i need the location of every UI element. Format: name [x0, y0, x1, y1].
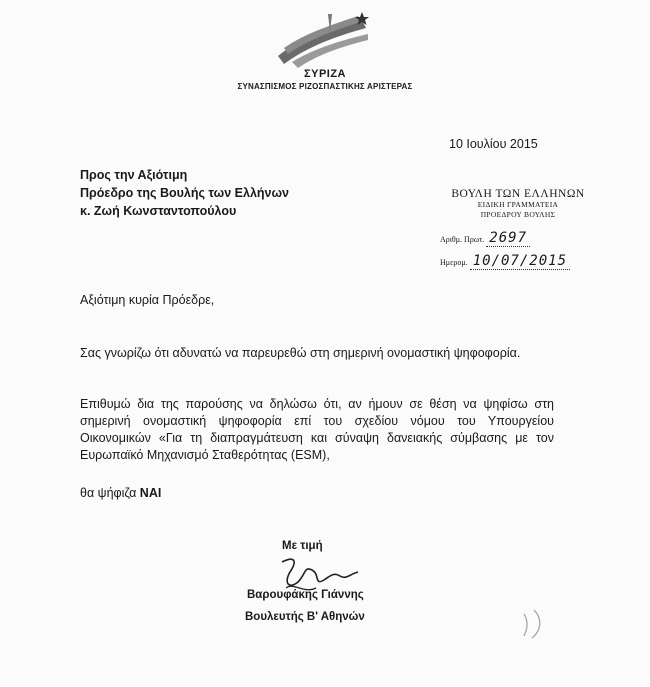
stamp-title: ΒΟΥΛΗ ΤΩΝ ΕΛΛΗΝΩΝ [451, 188, 585, 200]
protocol-number: 2697 [486, 230, 530, 247]
syriza-flag-logo-icon [270, 8, 380, 70]
margin-mark-icon [518, 606, 558, 642]
signatory-title: Βουλευτής Β' Αθηνών [245, 611, 365, 623]
protocol-label: Αριθμ. Πρωτ. [440, 235, 485, 244]
parliament-stamp [438, 188, 598, 220]
stamp-subtitle: ΠΡΟΕΔΡΟΥ ΒΟΥΛΗΣ [480, 210, 556, 219]
addressee-line: κ. Ζωή Κωνσταντοπούλου [80, 204, 237, 218]
addressee-block [80, 166, 289, 220]
body-paragraph: Επιθυμώ δια της παρούσης να δηλώσω ότι, αν ήμουν σε θέση να ψηφίσω στη σημερινή ονομαστική ψηφοφορία επί του σχεδίου νόμου του Υπουργείου Οικονομικών «Για τη διαπραγμάτευση και σύναψη δανειακής σύμβασης με τον Ευρωπαϊκό Μηχανισμό Σταθερότητας (ESM), [80, 397, 554, 462]
vote-prefix: θα ψήφιζα [80, 486, 137, 500]
stamp-date-value: 10/07/2015 [470, 253, 570, 270]
addressee-line: Πρόεδρο της Βουλής των Ελλήνων [80, 186, 289, 200]
stamp-subtitle: ΕΙΔΙΚΗ ΓΡΑΜΜΑΤΕΙΑ [477, 200, 559, 209]
party-name: ΣΥΡΙΖΑ [304, 68, 346, 80]
letter-date: 10 Ιουλίου 2015 [449, 137, 538, 151]
salutation: Αξιότιμη κυρία Πρόεδρε, [80, 293, 215, 307]
stamp-date-label: Ημερομ. [440, 258, 468, 267]
addressee-line: Προς την Αξιότιμη [80, 168, 188, 182]
stamp-protocol-row [440, 230, 530, 247]
party-full-name: ΣΥΝΑΣΠΙΣΜΟΣ ΡΙΖΟΣΠΑΣΤΙΚΗΣ ΑΡΙΣΤΕΡΑΣ [237, 82, 413, 91]
stamp-date-row [440, 253, 570, 270]
signatory-name: Βαρουφάκης Γιάννης [247, 589, 364, 601]
body-paragraph: Σας γνωρίζω ότι αδυνατώ να παρευρεθώ στη σημερινή ονομαστική ψηφοφορία. [80, 346, 521, 360]
vote-statement [80, 486, 161, 500]
closing-regards: Με τιμή [282, 540, 323, 552]
vote-value: ΝΑΙ [139, 486, 162, 500]
